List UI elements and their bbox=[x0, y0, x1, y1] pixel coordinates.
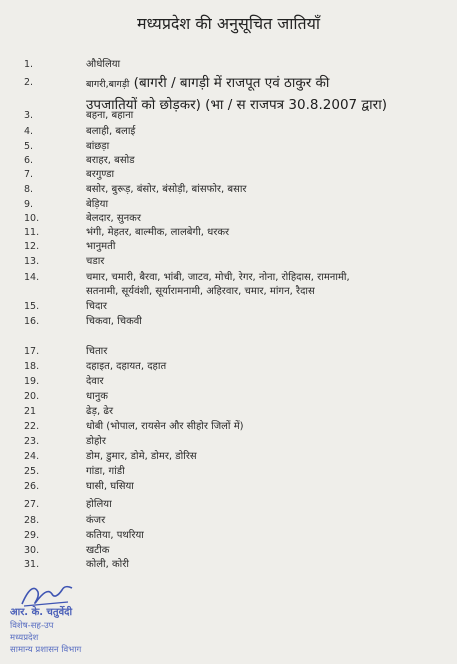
list-item-text bbox=[86, 183, 438, 197]
list-item-text-line1: कोली, कोरी bbox=[86, 559, 129, 570]
list-item-text bbox=[86, 140, 438, 154]
list-item-number: 26. bbox=[24, 481, 40, 492]
list-item-number: 28. bbox=[24, 515, 40, 526]
list-item-text-line1: खटीक bbox=[86, 545, 110, 556]
list-item-text bbox=[86, 315, 438, 329]
list-item-text bbox=[86, 300, 438, 314]
list-item-text-line1: गांडा, गांडी bbox=[86, 466, 125, 477]
list-item-number: 6. bbox=[24, 155, 34, 166]
list-item-text bbox=[86, 375, 438, 389]
list-item-text-prefix: बागरी,बागड़ी bbox=[86, 79, 130, 90]
list-item-number: 18. bbox=[24, 361, 40, 372]
list-item-number: 21 bbox=[24, 406, 37, 417]
list-item-text bbox=[86, 198, 438, 212]
list-item-text-line1: बेलदार, सुनकर bbox=[86, 213, 141, 224]
list-item-number: 5. bbox=[24, 141, 34, 152]
list-item-number: 19. bbox=[24, 376, 40, 387]
list-item-text-line1: भंगी, मेहतर, बाल्मीक, लालबेगी, धरकर bbox=[86, 227, 230, 238]
list-item-text bbox=[86, 558, 438, 572]
list-item-text bbox=[86, 168, 438, 182]
list-item-text bbox=[86, 435, 438, 449]
list-item-text bbox=[86, 465, 438, 479]
list-item-text-line1: भानुमती bbox=[86, 241, 116, 252]
list-item-text-line1: धानुक bbox=[86, 391, 108, 402]
list-item-text-line1: कंजर bbox=[86, 515, 106, 526]
list-item-text-line1: दहाइत, दहायत, दहात bbox=[86, 361, 167, 372]
list-item-text bbox=[86, 420, 438, 434]
list-item-number: 16. bbox=[24, 316, 40, 327]
list-item-number: 13. bbox=[24, 256, 40, 267]
list-item-text bbox=[86, 109, 438, 123]
list-item-number: 25. bbox=[24, 466, 40, 477]
list-item-text-line1: बरगुण्डा bbox=[86, 169, 115, 180]
list-item-text-line1: चितार bbox=[86, 346, 108, 357]
list-item-text-line1: औधेलिया bbox=[86, 59, 121, 70]
list-item-text bbox=[86, 255, 438, 269]
list-item-text-line1: बांछड़ा bbox=[86, 141, 110, 152]
list-item-number: 12. bbox=[24, 241, 40, 252]
list-item-text-line1: डोहोर bbox=[86, 436, 106, 447]
list-item-number: 24. bbox=[24, 451, 40, 462]
list-item-number: 11. bbox=[24, 227, 40, 238]
signature-stamp bbox=[6, 580, 116, 660]
list-item-text-line1: बसोर, बुरूड़, बंसोर, बंसोड़ी, बांसफोर, बसार bbox=[86, 184, 247, 195]
stamp-designation: विशेष-सह-उप bbox=[10, 621, 54, 631]
list-item-number: 29. bbox=[24, 530, 40, 541]
list-item-text-line1: चिकवा, चिकवी bbox=[86, 316, 142, 327]
stamp-state: मध्यप्रदेश bbox=[10, 633, 39, 643]
list-item-text bbox=[86, 390, 438, 404]
list-item-number: 31. bbox=[24, 559, 40, 570]
list-item-text bbox=[86, 240, 438, 254]
stamp-name: आर. के. चतुर्वेदी bbox=[10, 607, 73, 618]
list-item-number: 30. bbox=[24, 545, 40, 556]
list-item-number: 15. bbox=[24, 301, 40, 312]
list-item-number: 17. bbox=[24, 346, 40, 357]
list-item-text bbox=[86, 480, 438, 494]
list-item-text bbox=[86, 58, 438, 72]
list-item-text bbox=[86, 450, 438, 464]
list-item-text bbox=[86, 212, 438, 226]
list-item-text bbox=[86, 226, 438, 240]
list-item-text-line1: ढेड़, ढेर bbox=[86, 406, 114, 417]
list-item-text bbox=[86, 271, 438, 299]
list-item-number: 10. bbox=[24, 213, 40, 224]
list-item-text-line1: होलिया bbox=[86, 499, 112, 510]
list-item-number: 2. bbox=[24, 77, 34, 88]
list-item-number: 4. bbox=[24, 126, 34, 137]
list-item-number: 1. bbox=[24, 59, 34, 70]
list-item-number: 22. bbox=[24, 421, 40, 432]
list-item-text bbox=[86, 498, 438, 512]
list-item-text bbox=[86, 544, 438, 558]
list-item-text-line2: उपजातियों को छोड़कर) (भा / स राजपत्र 30.8.2007 द्वारा) bbox=[86, 97, 387, 113]
list-item-text bbox=[86, 154, 438, 168]
list-item-text-line1: धोबी (भोपाल, रायसेन और सीहोर जिलों में) bbox=[86, 421, 244, 432]
list-item-text-line1: बहना, बहाना bbox=[86, 110, 134, 121]
list-item-number: 7. bbox=[24, 169, 34, 180]
list-item-text-line1: कतिया, पथरिया bbox=[86, 530, 144, 541]
list-item-number: 20. bbox=[24, 391, 40, 402]
list-item-text bbox=[86, 405, 438, 419]
list-item-text-line2: सतनामी, सूर्यवंशी, सूर्यारामनामी, अहिरवार, चमार, मांगन, रैदास bbox=[86, 286, 315, 297]
list-item-text-line1: (बागरी / बागड़ी में राजपूत एवं ठाकुर की bbox=[129, 75, 330, 91]
list-item-text bbox=[86, 529, 438, 543]
list-item-text-line1: बराहर, बसोड bbox=[86, 155, 135, 166]
list-item-text-line1: बलाही, बलाई bbox=[86, 126, 136, 137]
list-item-text bbox=[86, 360, 438, 374]
list-item-text-line1: चडार bbox=[86, 256, 105, 267]
page-title: मध्यप्रदेश की अनुसूचित जातियाँ bbox=[136, 14, 321, 33]
list-item-number: 23. bbox=[24, 436, 40, 447]
stamp-department: सामान्य प्रशासन विभाग bbox=[10, 645, 82, 655]
list-item-text bbox=[86, 125, 438, 139]
list-item-number: 9. bbox=[24, 199, 34, 210]
list-item-number: 27. bbox=[24, 499, 40, 510]
list-item-text-line1: देवार bbox=[86, 376, 104, 387]
list-item-text-line1: घासी, घसिया bbox=[86, 481, 134, 492]
list-item-text-line1: बेड़िया bbox=[86, 199, 109, 210]
list-item-text bbox=[86, 345, 438, 359]
list-item-text-line1: डोम, डुमार, डोमे, डोमर, डोरिस bbox=[86, 451, 197, 462]
list-item-text-line1: चमार, चमारी, बैरवा, भांबी, जाटव, मोची, रेगर, नोना, रोहिदास, रामनामी, bbox=[86, 272, 350, 283]
list-item-number: 3. bbox=[24, 110, 34, 121]
list-item-number: 14. bbox=[24, 272, 40, 283]
list-item-number: 8. bbox=[24, 184, 34, 195]
list-item-text bbox=[86, 514, 438, 528]
list-item-text-line1: चिदार bbox=[86, 301, 107, 312]
